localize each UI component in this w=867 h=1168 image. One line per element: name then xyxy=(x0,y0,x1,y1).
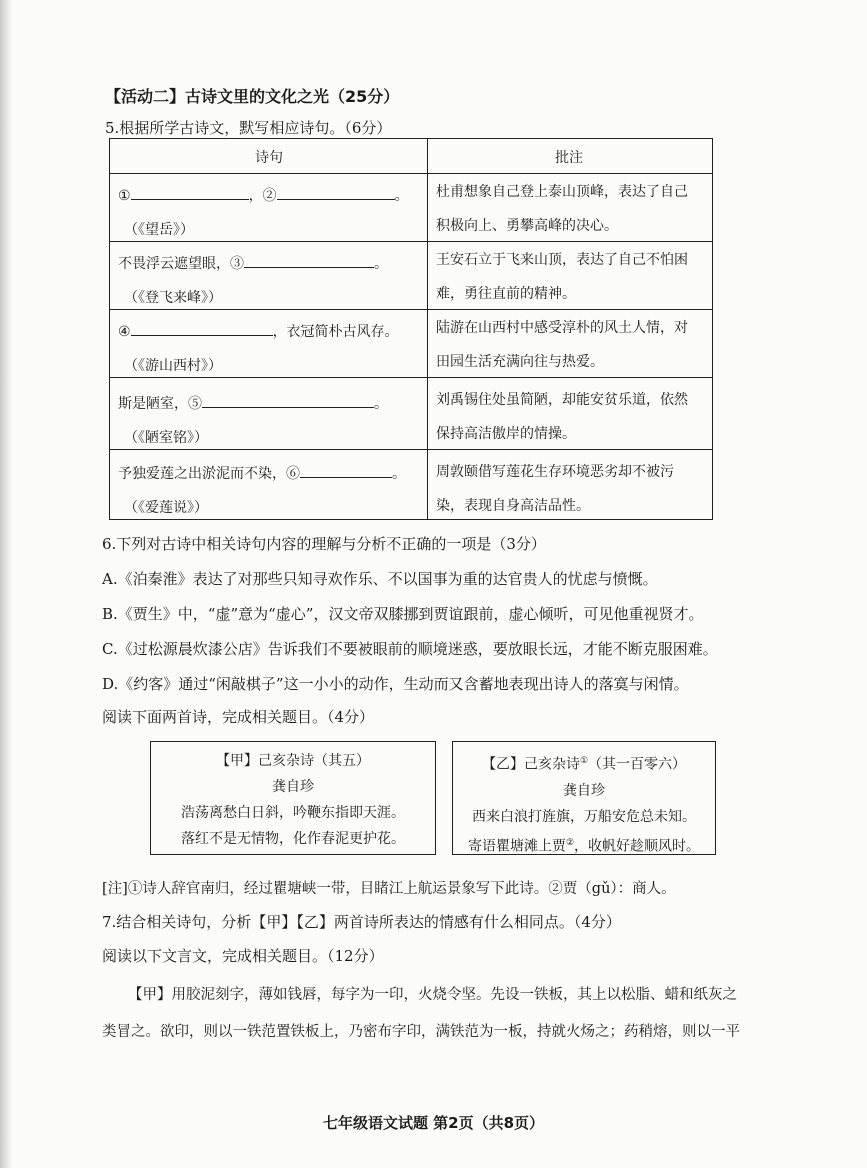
footnote-marker: ① xyxy=(579,756,589,766)
row-1-note-line-1: 杜甫想象自己登上泰山顶峰，表达了自己 xyxy=(436,184,688,200)
poem-a-line-1: 浩荡离愁白日斜，吟鞭东指即天涯。 xyxy=(181,805,405,821)
poem-text: 斯是陋室，⑤ xyxy=(118,396,202,412)
footnote-marker: ② xyxy=(565,837,575,848)
row-2-source: （《登飞来峰》） xyxy=(124,290,222,306)
table-row-divider xyxy=(110,241,712,242)
blank-2[interactable] xyxy=(277,185,395,200)
punctuation: 。 xyxy=(394,188,409,204)
table-row-divider xyxy=(110,173,712,174)
row-1-source: （《望岳》） xyxy=(124,222,194,238)
blank-3[interactable] xyxy=(244,253,374,268)
poem-a-author: 龚自珍 xyxy=(272,779,314,795)
poem-b-line-1: 西来白浪打旌旗，万船安危总未知。 xyxy=(472,808,696,825)
poem-b-author: 龚自珍 xyxy=(563,782,605,799)
table-column-divider xyxy=(427,139,428,519)
blank-label-2: ，② xyxy=(248,188,277,204)
poem-a-line-2: 落红不是无情物，化作春泥更护花。 xyxy=(181,831,405,847)
punctuation: 。 xyxy=(374,396,388,412)
poem-b-line-2-b: ，收帆好趁顺风时。 xyxy=(574,838,701,855)
poem-text: ，衣冠简朴古风存。 xyxy=(272,324,399,340)
blank-4[interactable] xyxy=(131,321,273,336)
row-4-note-line-1: 刘禹锡住处虽简陋，却能安贫乐道，依然 xyxy=(436,392,688,408)
question-6-prompt: 6.下列对古诗中相关诗句内容的理解与分析不正确的一项是（3分） xyxy=(102,535,546,553)
table-row-3-poem xyxy=(118,315,399,349)
row-5-note-line-2: 染，表现自身高洁品性。 xyxy=(436,498,590,514)
table-row-2-poem xyxy=(118,247,388,281)
table-row-5-poem xyxy=(118,457,406,491)
row-3-source: （《游山西村》） xyxy=(124,358,222,374)
row-5-note-line-1: 周敦颐借写莲花生存环境恶劣却不被污 xyxy=(436,464,674,480)
poem-b-title-rest: （其一百零六） xyxy=(588,756,687,773)
blank-6[interactable] xyxy=(300,463,392,478)
blank-1[interactable] xyxy=(131,185,249,200)
classical-text-line-1: 【甲】用胶泥刻字，薄如钱唇，每字为一印，火烧令坚。先设一铁板，其上以松脂、蜡和纸灰之 xyxy=(128,987,737,1003)
question-5-prompt: 5.根据所学古诗文，默写相应诗句。（6分） xyxy=(105,119,392,137)
poem-b-title xyxy=(453,748,715,778)
row-4-source: （《陋室铭》） xyxy=(124,430,208,446)
table-row-1-poem xyxy=(118,179,409,213)
punctuation: 。 xyxy=(374,256,388,272)
punctuation: 。 xyxy=(392,466,406,482)
poems-reading-intro: 阅读下面两首诗，完成相关题目。（4分） xyxy=(102,708,375,726)
header-poem: 诗句 xyxy=(255,150,283,166)
row-5-source: （《爱莲说》） xyxy=(124,500,208,516)
table-row-4-poem xyxy=(118,387,388,421)
option-c: C.《过松源晨炊漆公店》告诉我们不要被眼前的顺境迷惑，要放眼长远，才能不断克服困难。 xyxy=(102,640,718,658)
row-4-note-line-2: 保持高洁傲岸的情操。 xyxy=(436,426,576,442)
option-a: A.《泊秦淮》表达了对那些只知寻欢作乐、不以国事为重的达官贵人的忧虑与愤慨。 xyxy=(102,570,658,588)
row-1-note-line-2: 积极向上、勇攀高峰的决心。 xyxy=(436,218,618,234)
row-3-note-line-2: 田园生活充满向往与热爱。 xyxy=(436,354,604,370)
poem-b-line-2 xyxy=(453,830,715,860)
poem-b-title-main: 【乙】己亥杂诗 xyxy=(481,756,580,773)
row-2-note-line-1: 王安石立于飞来山顶，表达了自己不怕困 xyxy=(436,252,688,268)
poem-fill-table xyxy=(109,138,713,520)
classical-text-line-2: 类冒之。欲印，则以一铁范置铁板上，乃密布字印，满铁范为一板，持就火炀之；药稍熔，则以一平 xyxy=(102,1024,740,1040)
classical-reading-intro: 阅读以下文言文，完成相关题目。（12分） xyxy=(102,947,384,965)
option-b: B.《贾生》中，“虚”意为“虚心”，汉文帝双膝挪到贾谊跟前，虚心倾听，可见他重视贤才。 xyxy=(102,605,704,623)
poem-notes: [注]①诗人辞官南归，经过瞿塘峡一带，目睹江上航运景象写下此诗。②贾（gǔ）：商人。 xyxy=(102,881,676,897)
section-title: 【活动二】古诗文里的文化之光（25分） xyxy=(105,87,400,106)
scan-edge-shadow xyxy=(0,0,12,1168)
poem-b-line-2-a: 寄语瞿塘滩上贾 xyxy=(467,838,566,855)
blank-label-1: ① xyxy=(118,188,131,204)
question-7-prompt: 7.结合相关诗句，分析【甲】【乙】两首诗所表达的情感有什么相同点。（4分） xyxy=(102,913,621,931)
option-d: D.《约客》通过“闲敲棋子”这一小小的动作，生动而又含蓄地表现出诗人的落寞与闲情。 xyxy=(102,675,689,693)
header-note: 批注 xyxy=(555,150,583,166)
poem-text: 予独爱莲之出淤泥而不染，⑥ xyxy=(118,466,300,482)
row-2-note-line-2: 难，勇往直前的精神。 xyxy=(436,286,576,302)
blank-label-4: ④ xyxy=(118,324,131,340)
poem-text: 不畏浮云遮望眼，③ xyxy=(118,256,244,272)
page-footer: 七年级语文试题 第2页（共8页） xyxy=(322,1114,545,1132)
poem-b-box xyxy=(452,741,716,855)
blank-5[interactable] xyxy=(202,393,374,408)
poem-a-title: 【甲】己亥杂诗（其五） xyxy=(216,753,370,769)
poem-a-box xyxy=(150,741,436,855)
row-3-note-line-1: 陆游在山西村中感受淳朴的风土人情，对 xyxy=(436,320,688,336)
